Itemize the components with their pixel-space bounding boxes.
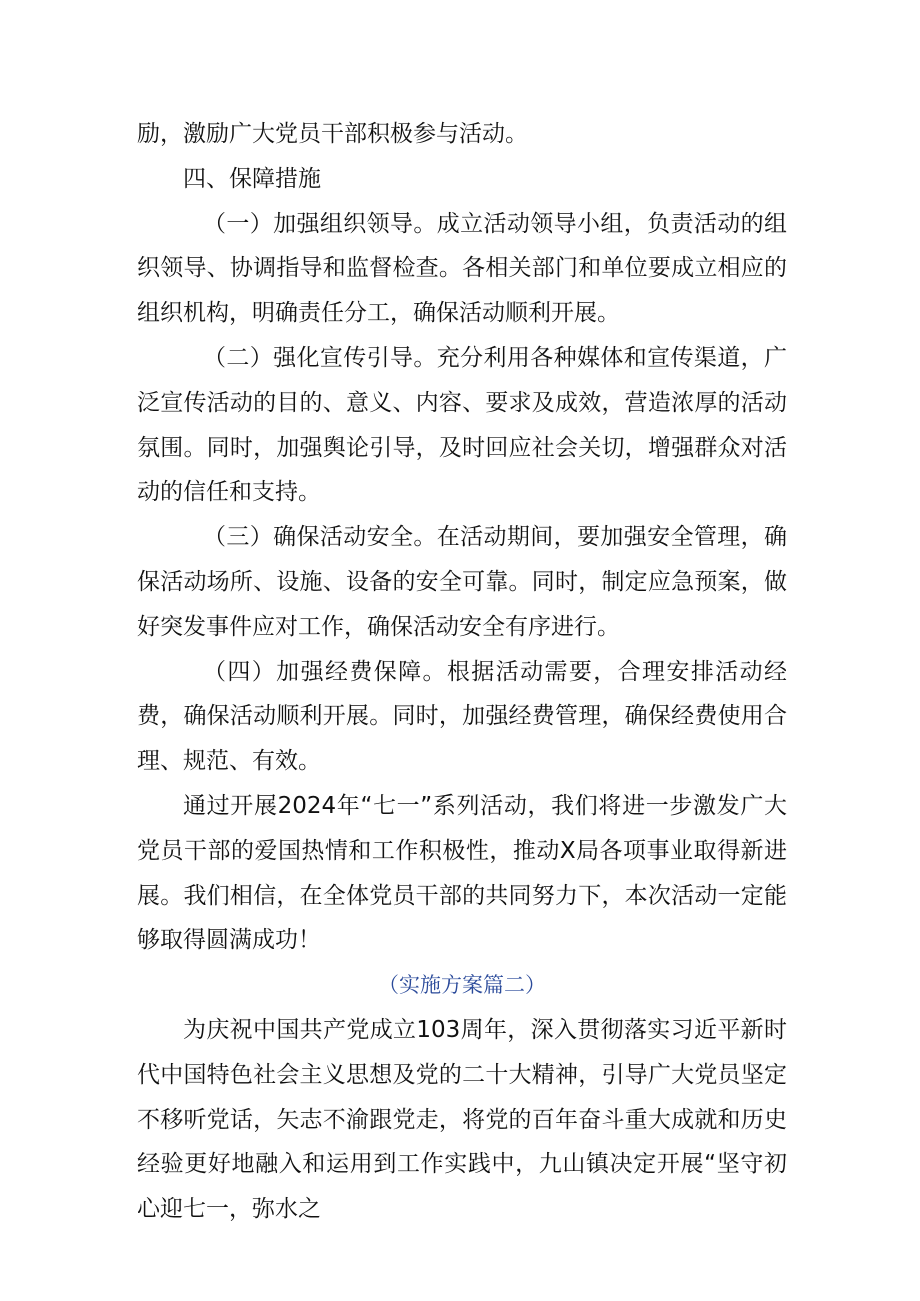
measure-funding: （四）加强经费保障。根据活动需要，合理安排活动经费，确保活动顺利开展。同时，加强经费管理，确保经费使用合理、规范、有效。 [137, 658, 787, 775]
measure-organization: （一）加强组织领导。成立活动领导小组，负责活动的组织领导、协调指导和监督检查。各相关部门和单位要成立相应的组织机构，明确责任分工，确保活动顺利开展。 [137, 210, 787, 327]
intro-paragraph: 为庆祝中国共产党成立103周年，深入贯彻落实习近平新时代中国特色社会主义思想及党的二十大精神，引导广大党员坚定不移听党话，矢志不渝跟党走，将党的百年奋斗重大成就和历史经验更好地融入和运用到工作实践中，九山镇决定开展“坚守初心迎七一，弥水之 [137, 1016, 787, 1223]
measure-publicity: （二）强化宣传引导。充分利用各种媒体和宣传渠道，广泛宣传活动的目的、意义、内容、要求及成效，营造浓厚的活动氛围。同时，加强舆论引导，及时回应社会关切，增强群众对活动的信任和支持。 [137, 344, 787, 506]
document-body [137, 112, 787, 1232]
heading-safeguard-measures: 四、保障措施 [183, 165, 321, 192]
conclusion-paragraph: 通过开展2024年“七一”系列活动，我们将进一步激发广大党员干部的爱国热情和工作积极性，推动X局各项事业取得新进展。我们相信，在全体党员干部的共同努力下，本次活动一定能够取得圆满成功！ [137, 792, 787, 954]
section-title: （实施方案篇二） [378, 973, 546, 998]
paragraph-continuation: 励，激励广大党员干部积极参与活动。 [137, 121, 528, 147]
measure-safety: （三）确保活动安全。在活动期间，要加强安全管理，确保活动场所、设施、设备的安全可靠。同时，制定应急预案，做好突发事件应对工作，确保活动安全有序进行。 [137, 524, 787, 640]
